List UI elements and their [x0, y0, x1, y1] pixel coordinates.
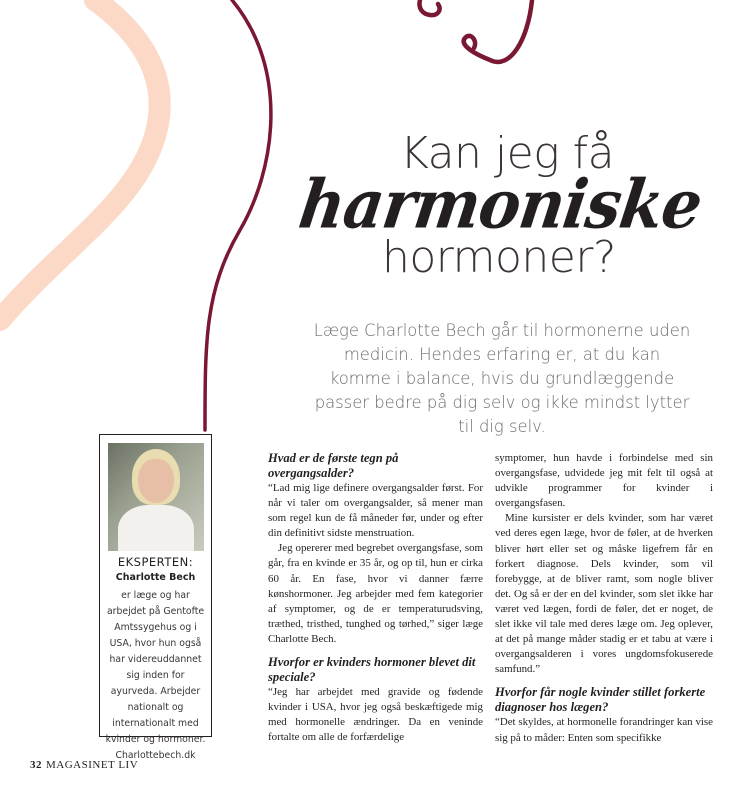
headline-line-1: Kan jeg få	[400, 128, 615, 179]
headline-script-word: harmoniske	[294, 165, 707, 244]
expert-label: EKSPERTEN:	[117, 555, 194, 569]
article-column-2	[495, 451, 713, 746]
peach-curve	[0, 0, 160, 320]
answer-2-paragraph-1-continued: symptomer, hun havde i forbindelse med sin overgangsfase, udvidede jeg mit felt til også at udvikle programmer for kvinder i overgangsfasen.	[495, 452, 713, 510]
burgundy-curve-left	[205, 0, 271, 430]
answer-2-paragraph-1: “Jeg har arbejdet med gravide og fødende kvinder i USA, hvor jeg også beskæftigede mig med hormonelle ændringer. Da en veninde fortalte om alle de forfærdelige	[268, 686, 483, 744]
headline-line-3: hormoner?	[382, 232, 616, 283]
answer-1-paragraph-2: Jeg opererer med begrebet overgangsfase, som går, fra en kvinde er 35 år, og op til, hun er cirka 60 år. En fase, hvor vi danner færre kønshormoner. Jeg arbejder med fem kategorier af symptomer, og de er temperaturudsving, træthed, tristhed, tunghed og tørhed,” siger læge Charlotte Bech.	[268, 542, 483, 645]
intro-text: Læge Charlotte Bech går til hormonerne uden medicin. Hendes erfaring er, at du kan komme i balance, hvis du grundlæggende passer bedre på dig selv og ikke mindst lytter til dig selv.	[313, 321, 691, 436]
page-number: 32	[30, 759, 42, 771]
answer-3-paragraph-1: “Det skyldes, at hormonelle forandringer kan vise sig på to måder: Enten som specifikke	[495, 716, 713, 744]
expert-box	[99, 434, 212, 761]
magazine-name: MAGASINET LIV	[46, 759, 139, 771]
answer-2-paragraph-2: Mine kursister er dels kvinder, som har været ved deres egen læge, hvor de føler, at de hverken bliver hørt eller set og måske ligefrem får en forkert diagnose. Dels kvinder, som vil forebygge, at de bliver ramt, som nogle bliver det. Og så er der en del kvinder, som slet ikke har været ved lægen, fordi de føler, det er noget, de slet ikke vil tale med deres læge om. Jeg oplever, at det på mange måder stadig er et tabu at være i overgangsalderen i vores ungdomsfokuserede samfund.”	[495, 512, 713, 676]
article-column-1	[268, 451, 483, 745]
expert-photo	[108, 443, 204, 551]
expert-bio: er læge og har arbejdet på Gentofte Amtssygehus og i USA, hvor hun også har videreuddannet sig inden for ayurveda. Arbejder nationalt og internationalt med kvinder og hormoner. Charlottebech.dk	[105, 590, 206, 761]
expert-name: Charlotte Bech	[115, 572, 196, 583]
page-footer	[30, 759, 138, 771]
question-2: Hvorfor er kvinders hormoner blevet dit speciale?	[268, 655, 476, 685]
question-3: Hvorfor får nogle kvinder stillet forkerte diagnoser hos lægen?	[495, 685, 706, 715]
question-1: Hvad er de første tegn på overgangsalder?	[268, 451, 399, 480]
burgundy-swirl-top	[419, 0, 532, 62]
answer-1-paragraph-1: “Lad mig lige definere overgangsalder først. For når vi taler om overgangsalder, så mener man som regel kun de få måneder før, under og efter din definitivt sidste menstruation.	[268, 482, 483, 540]
